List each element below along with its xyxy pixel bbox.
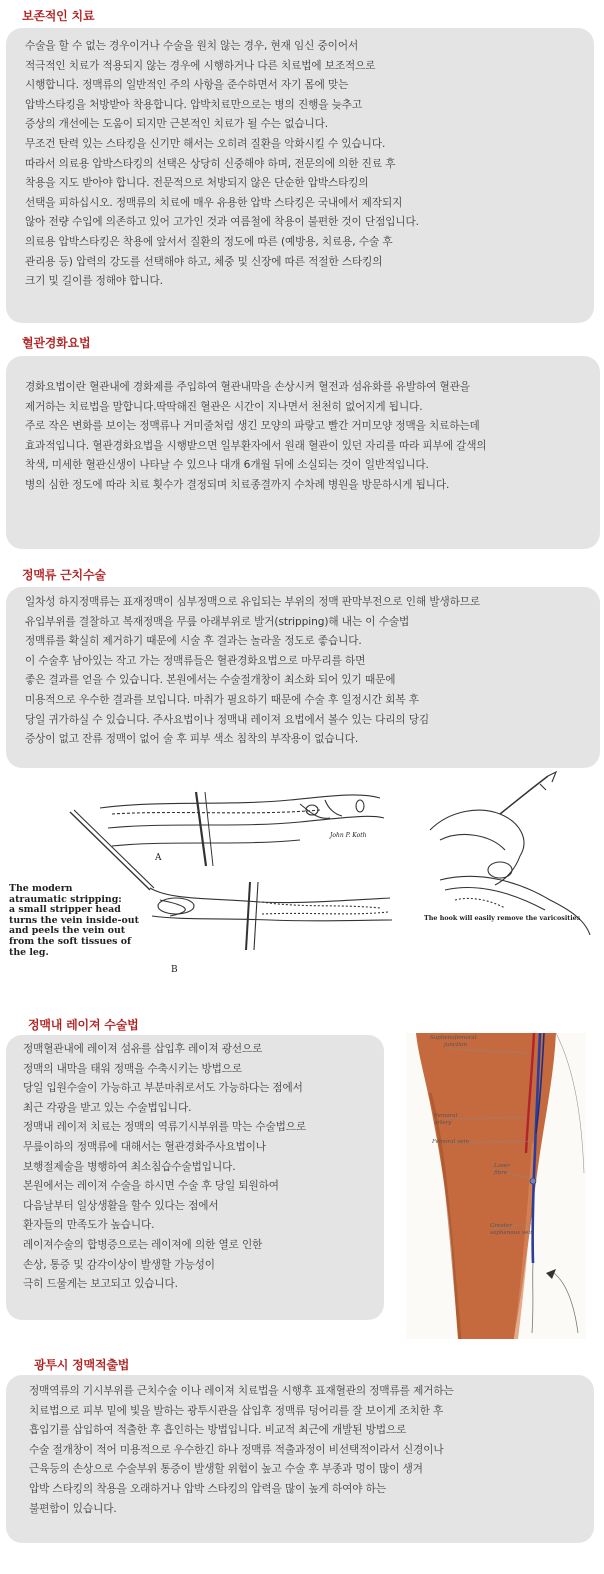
label-line: Laser xyxy=(494,1163,510,1169)
text-line: 보행절제술을 병행하여 최소침습수술법입니다. xyxy=(23,1160,236,1173)
caption-line: the leg. xyxy=(9,946,49,958)
panel-label-a: A xyxy=(155,853,162,863)
text-line: 착용을 지도 받아야 합니다. 전문적으로 처방되지 않은 단순한 압박스타킹의 xyxy=(25,177,369,190)
leg-label xyxy=(494,1163,510,1177)
label-line: artery xyxy=(434,1120,452,1126)
text-line: 본원에서는 레이져 수술을 하시면 수술 후 당일 퇴원하여 xyxy=(23,1180,279,1193)
text-line: 정맥류를 확실히 제거하기 때문에 시술 후 결과는 놀라울 정도로 좋습니다. xyxy=(25,635,362,648)
text-line: 적극적인 치료가 적용되지 않는 경우에 시행하거나 다른 치료법에 보조적으로 xyxy=(25,59,376,72)
text-line: 증상이 없고 잔류 정맥이 없어 술 후 피부 색소 침착의 부작용이 없습니다. xyxy=(25,733,359,746)
caption-line: The modern xyxy=(9,883,73,894)
text-line: 정맥의 내막을 태워 정맥을 수축시키는 방법으로 xyxy=(23,1062,243,1075)
text-line: 압박 스타킹의 착용을 오래하거나 압박 스타킹의 압력을 많이 높게 하여야 하는 xyxy=(29,1482,386,1495)
leg-label xyxy=(490,1223,534,1237)
leg-anatomy-figure xyxy=(406,1033,586,1339)
panel-label-b: B xyxy=(171,965,178,975)
caption-line: and peels the vein out xyxy=(9,925,126,937)
text-line: 손상, 통증 및 감각이상이 발생할 가능성이 xyxy=(23,1258,215,1271)
text-line: 일차성 하지정맥류는 표재정맥이 심부정맥으로 유입되는 부위의 정맥 판막부전으로 인해 발생하므로 xyxy=(25,596,481,608)
label-line: Greater xyxy=(490,1223,513,1229)
text-line: 치료법으로 피부 밑에 빛을 발하는 광투시관을 삽입후 정맥류 덩어리를 잘 보이게 조치한 후 xyxy=(29,1404,444,1417)
text-line: 레이져수술의 합병증으로는 레이져에 의한 열로 인한 xyxy=(23,1238,263,1251)
section-title-sclerotherapy: 혈관경화요법 xyxy=(22,336,91,350)
label-line: fibre xyxy=(494,1170,508,1176)
text-line: 불편함이 있습니다. xyxy=(29,1502,117,1515)
label-line: Femoral xyxy=(434,1113,458,1119)
section-title-conservative: 보존적인 치료 xyxy=(22,9,95,23)
label-line: Femoral vein xyxy=(432,1139,469,1145)
text-line: 의료용 압박스타킹은 착용에 앞서서 질환의 정도에 따른 (예방용, 치료용, 수술 후 xyxy=(25,235,393,248)
text-line: 수술 절개창이 적어 미용적으로 우수한긴 하나 정맥류 적출과정이 비선택적이라서 신경이나 xyxy=(29,1443,444,1456)
text-line: 수술을 할 수 없는 경우이거나 수술을 원치 않는 경우, 현재 임신 중이어서 xyxy=(25,40,359,52)
text-line: 환자들의 만족도가 높습니다. xyxy=(23,1219,155,1232)
section-title-radical-surgery: 정맥류 근치수술 xyxy=(22,568,106,582)
text-line: 정맥내 레이져 치료는 정맥의 역류기시부위를 막는 수술법으로 xyxy=(23,1121,307,1134)
text-line: 따라서 의료용 압박스타킹의 선택은 상당히 신중해야 하며, 전문의에 의한 진료 후 xyxy=(25,157,396,170)
section-box-transillumination xyxy=(6,1375,594,1543)
text-line: 유입부위를 결찰하고 복재정맥을 무릎 아래부위로 발거(stripping)해 내는 이 수술법 xyxy=(25,615,410,628)
text-line: 병의 심한 정도에 따라 치료 횟수가 결정되며 치료종결까지 수차례 병원을 방문하시게 됩니다. xyxy=(25,478,450,491)
label-line: junction xyxy=(444,1042,468,1048)
text-line: 당일 입원수술이 가능하고 부분마취로서도 가능하다는 점에서 xyxy=(23,1082,303,1095)
text-line: 최근 각광을 받고 있는 수술법입니다. xyxy=(23,1101,192,1114)
text-line: 증상의 개선에는 도움이 되지만 근본적인 치료가 될 수는 없습니다. xyxy=(25,118,329,131)
leg-drawing xyxy=(406,1033,586,1339)
text-line: 다음날부터 일상생활을 할수 있다는 점에서 xyxy=(23,1199,219,1212)
caption-line: turns the vein inside-out xyxy=(9,914,139,926)
caption-line: from the soft tissues of xyxy=(9,935,131,947)
label-line: saphenous vein xyxy=(490,1230,534,1236)
text-line: 착색, 미세한 혈관신생이 나타날 수 있으나 대개 6개월 뒤에 소실되는 것이 일반적입니다. xyxy=(25,459,429,472)
text-line: 좋은 결과를 얻을 수 있습니다. 본원에서는 수술절개창이 최소화 되어 있기 때문에 xyxy=(25,674,396,687)
text-line: 관리용 등) 압력의 강도를 선택해야 하고, 체중 및 신장에 따른 적절한 스타킹의 xyxy=(25,255,383,268)
leg-label xyxy=(430,1035,476,1049)
text-line: 흡입기를 삽입하여 적출한 후 흡인하는 방법입니다. 비교적 최근에 개발된 방법으로 xyxy=(29,1424,407,1437)
text-line: 시행합니다. 정맥류의 일반적인 주의 사항을 준수하면서 자기 몸에 맞는 xyxy=(25,79,349,92)
text-line: 선택을 피하십시오. 정맥류의 치료에 매우 유용한 압박 스타킹은 국내에서 제작되지 xyxy=(25,196,403,209)
text-line: 압박스타킹을 처방받아 착용합니다. 압박치료만으로는 병의 진행을 늦추고 xyxy=(25,98,363,111)
leg-label xyxy=(432,1139,469,1146)
text-line: 경화요법이란 혈관내에 경화제를 주입하여 혈관내막을 손상시켜 혈전과 섬유화를 유발하여 혈관을 xyxy=(25,381,470,393)
text-line: 정맥역류의 기시부위를 근치수술 이나 레이져 치료법을 시행후 표재혈관의 정맥류를 제거하는 xyxy=(29,1385,454,1397)
caption-line: atraumatic stripping: xyxy=(9,893,122,905)
text-line: 근육등의 손상으로 수술부위 통증이 발생할 위험이 높고 수술 후 부종과 멍이 많이 생겨 xyxy=(29,1463,423,1476)
section-box-laser xyxy=(6,1035,384,1320)
leg-label xyxy=(434,1113,457,1127)
text-line: 당일 귀가하실 수 있습니다. 주사요법이나 정맥내 레이져 요법에서 볼수 있는 다리의 당김 xyxy=(25,713,430,726)
section-box-sclerotherapy xyxy=(6,356,600,549)
section-box-radical-surgery xyxy=(6,587,600,768)
caption-line: a small stripper head xyxy=(9,904,121,916)
section-title-laser: 정맥내 레이져 수술법 xyxy=(28,1018,139,1032)
text-line: 미용적으로 우수한 결과를 보입니다. 마취가 필요하기 때문에 수술 후 일정시간 회복 후 xyxy=(25,693,419,706)
text-line: 주로 작은 변화를 보이는 정맥류나 거미줄처럼 생긴 모양의 파랗고 빨간 거미모양 정맥을 치료하는데 xyxy=(25,420,480,433)
stripping-caption xyxy=(9,884,139,958)
stripping-illustration xyxy=(0,770,604,988)
text-line: 무릎이하의 정맥류에 대해서는 혈관경화주사요법이나 xyxy=(23,1140,266,1153)
text-line: 정맥혈관내에 레이져 섬유를 삽입후 레이져 광선으로 xyxy=(23,1043,263,1055)
hook-caption: The hook will easily remove the varicosities xyxy=(424,914,581,922)
section-title-transillumination: 광투시 정맥적출법 xyxy=(34,1358,130,1372)
text-line: 효과적입니다. 혈관경화요법을 시행받으면 일부환자에서 원래 혈관이 있던 자리를 따라 피부에 갈색의 xyxy=(25,439,487,452)
text-line: 제거하는 치료법을 말합니다.딱딱해진 혈관은 시간이 지나면서 천천히 없어지게 됩니다. xyxy=(25,400,423,413)
text-line: 이 수술후 남아있는 작고 가는 정맥류들은 혈관경화요법으로 마무리를 하면 xyxy=(25,654,366,667)
text-line: 크기 및 길이를 정해야 합니다. xyxy=(25,275,163,288)
text-line: 무조건 탄력 있는 스타킹을 신기만 해서는 오히려 질환을 악화시킬 수 있습니다. xyxy=(25,137,386,150)
text-line: 않아 전량 수입에 의존하고 있어 고가인 것과 여름철에 착용이 불편한 것이 단점입니다. xyxy=(25,216,419,229)
text-line: 극히 드물게는 보고되고 있습니다. xyxy=(23,1278,178,1291)
label-line: Saphenofemoral xyxy=(430,1035,477,1041)
section-box-conservative xyxy=(6,28,594,323)
artist-signature: John P. Koth xyxy=(330,832,367,839)
